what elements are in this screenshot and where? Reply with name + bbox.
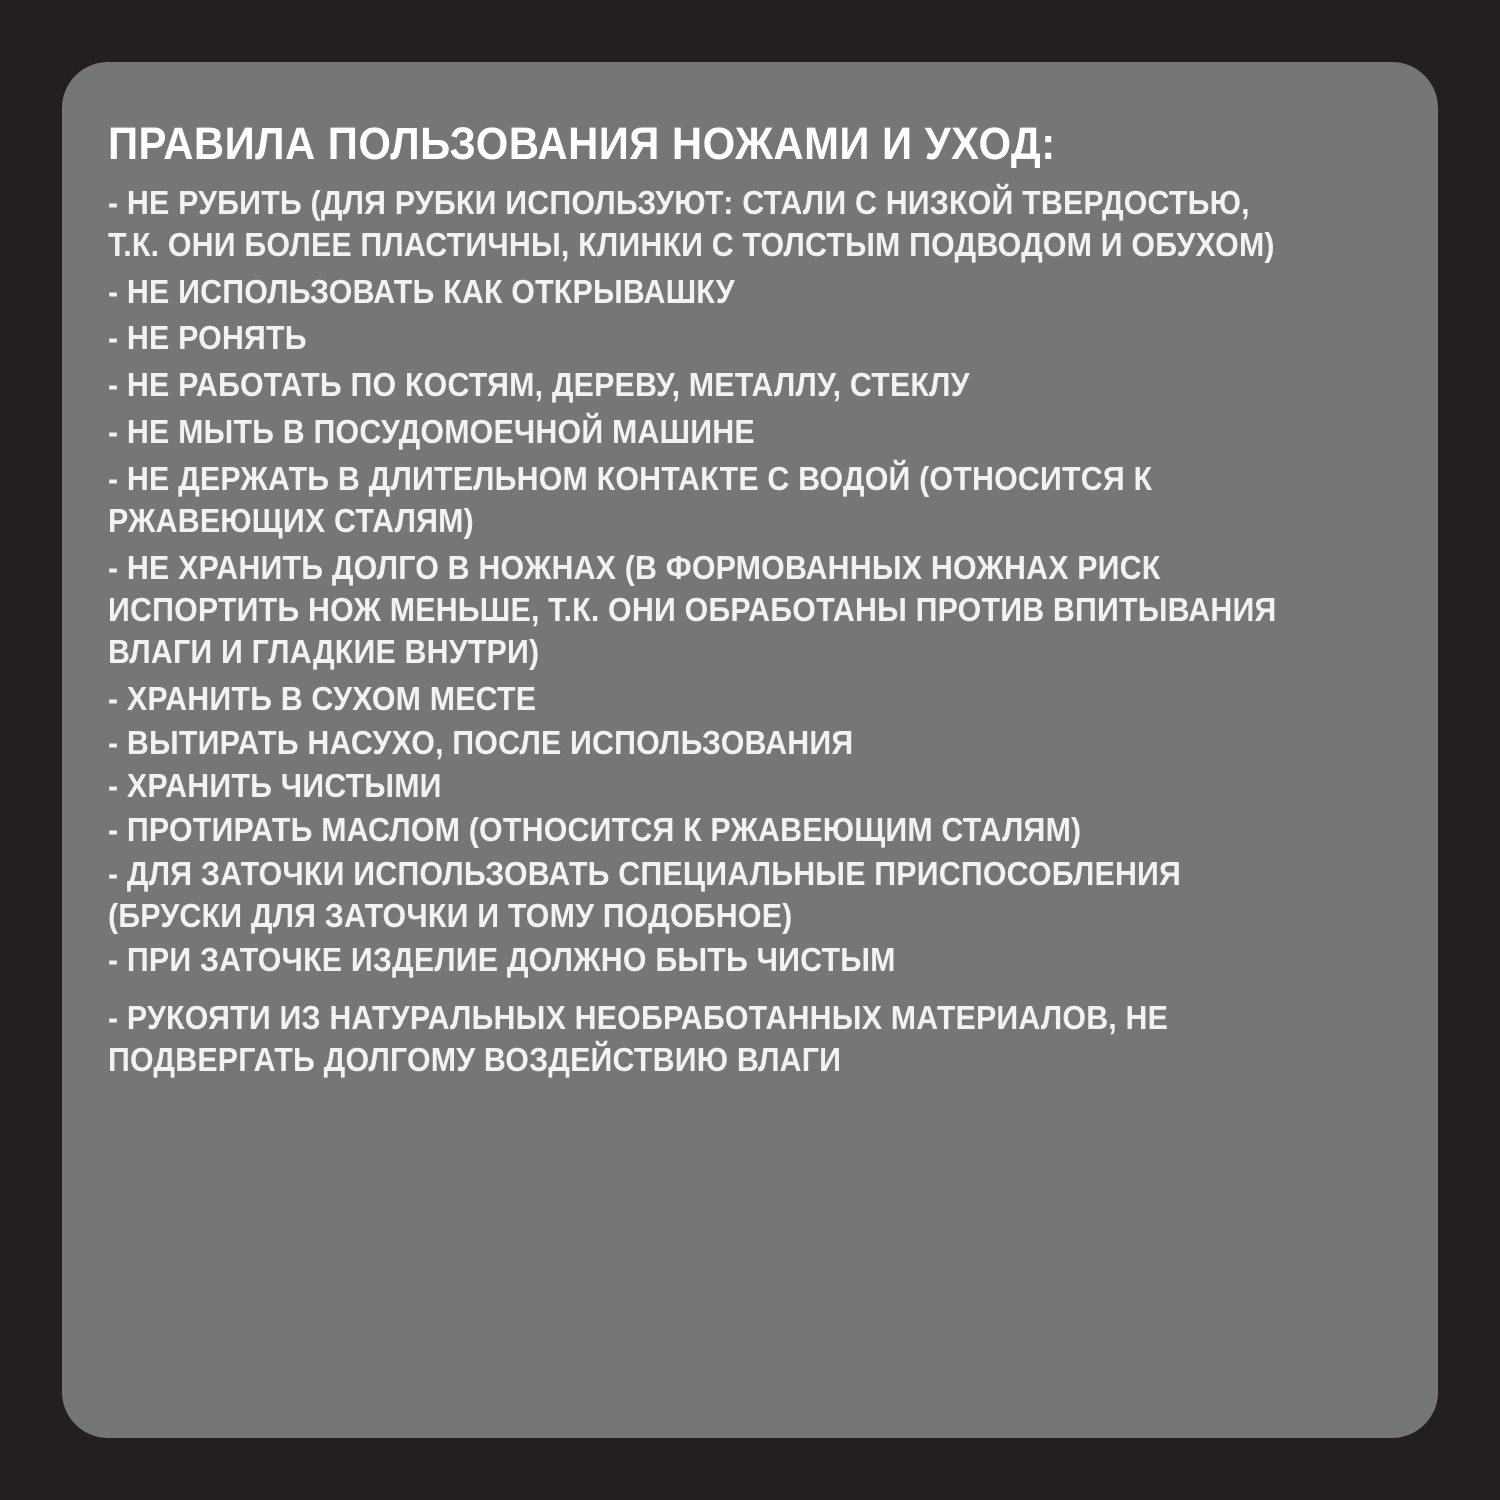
list-item: - НЕ ИСПОЛЬЗОВАТЬ КАК ОТКРЫВАШКУ <box>108 272 735 310</box>
page-title: ПРАВИЛА ПОЛЬЗОВАНИЯ НОЖАМИ И УХОД: <box>108 118 1056 169</box>
list-item: - ХРАНИТЬ ЧИСТЫМИ <box>108 767 442 805</box>
list-item: - НЕ МЫТЬ В ПОСУДОМОЕЧНОЙ МАШИНЕ <box>108 413 755 451</box>
list-item: - НЕ ХРАНИТЬ ДОЛГО В НОЖНАХ (В ФОРМОВАННЫХ НОЖНАХ РИСК ИСПОРТИТЬ НОЖ МЕНЬШЕ, Т.К. ОНИ ОБРАБОТАНЫ ПРОТИВ ВПИТЫВАНИЯ ВЛАГИ И ГЛАДКИЕ ВНУТРИ) <box>108 548 1277 670</box>
list-item: - ПРИ ЗАТОЧКЕ ИЗДЕЛИЕ ДОЛЖНО БЫТЬ ЧИСТЫМ <box>108 941 896 979</box>
list-item: - НЕ РАБОТАТЬ ПО КОСТЯМ, ДЕРЕВУ, МЕТАЛЛУ, СТЕКЛУ <box>108 366 970 404</box>
care-instructions-card <box>62 62 1438 1438</box>
list-item: - ХРАНИТЬ В СУХОМ МЕСТЕ <box>108 679 537 717</box>
list-item: - ДЛЯ ЗАТОЧКИ ИСПОЛЬЗОВАТЬ СПЕЦИАЛЬНЫЕ ПРИСПОСОБЛЕНИЯ (БРУСКИ ДЛЯ ЗАТОЧКИ И ТОМУ ПОДОБНОЕ) <box>108 855 1182 935</box>
list-item: - ВЫТИРАТЬ НАСУХО, ПОСЛЕ ИСПОЛЬЗОВАНИЯ <box>108 723 854 761</box>
list-item: - ПРОТИРАТЬ МАСЛОМ (ОТНОСИТСЯ К РЖАВЕЮЩИМ СТАЛЯМ) <box>108 811 1082 849</box>
list-item: - НЕ РОНЯТЬ <box>108 319 307 357</box>
list-item: - НЕ ДЕРЖАТЬ В ДЛИТЕЛЬНОМ КОНТАКТЕ С ВОДОЙ (ОТНОСИТСЯ К РЖАВЕЮЩИХ СТАЛЯМ) <box>108 460 1153 540</box>
list-item: - РУКОЯТИ ИЗ НАТУРАЛЬНЫХ НЕОБРАБОТАННЫХ МАТЕРИАЛОВ, НЕ ПОДВЕРГАТЬ ДОЛГОМУ ВОЗДЕЙСТВИЮ ВЛАГИ <box>108 999 1169 1078</box>
list-item: - НЕ РУБИТЬ (ДЛЯ РУБКИ ИСПОЛЬЗУЮТ: СТАЛИ С НИЗКОЙ ТВЕРДОСТЬЮ, Т.К. ОНИ БОЛЕЕ ПЛАСТИЧНЫ, КЛИНКИ С ТОЛСТЫМ ПОДВОДОМ И ОБУХОМ) <box>108 183 1275 263</box>
rules-list <box>106 182 1394 1081</box>
